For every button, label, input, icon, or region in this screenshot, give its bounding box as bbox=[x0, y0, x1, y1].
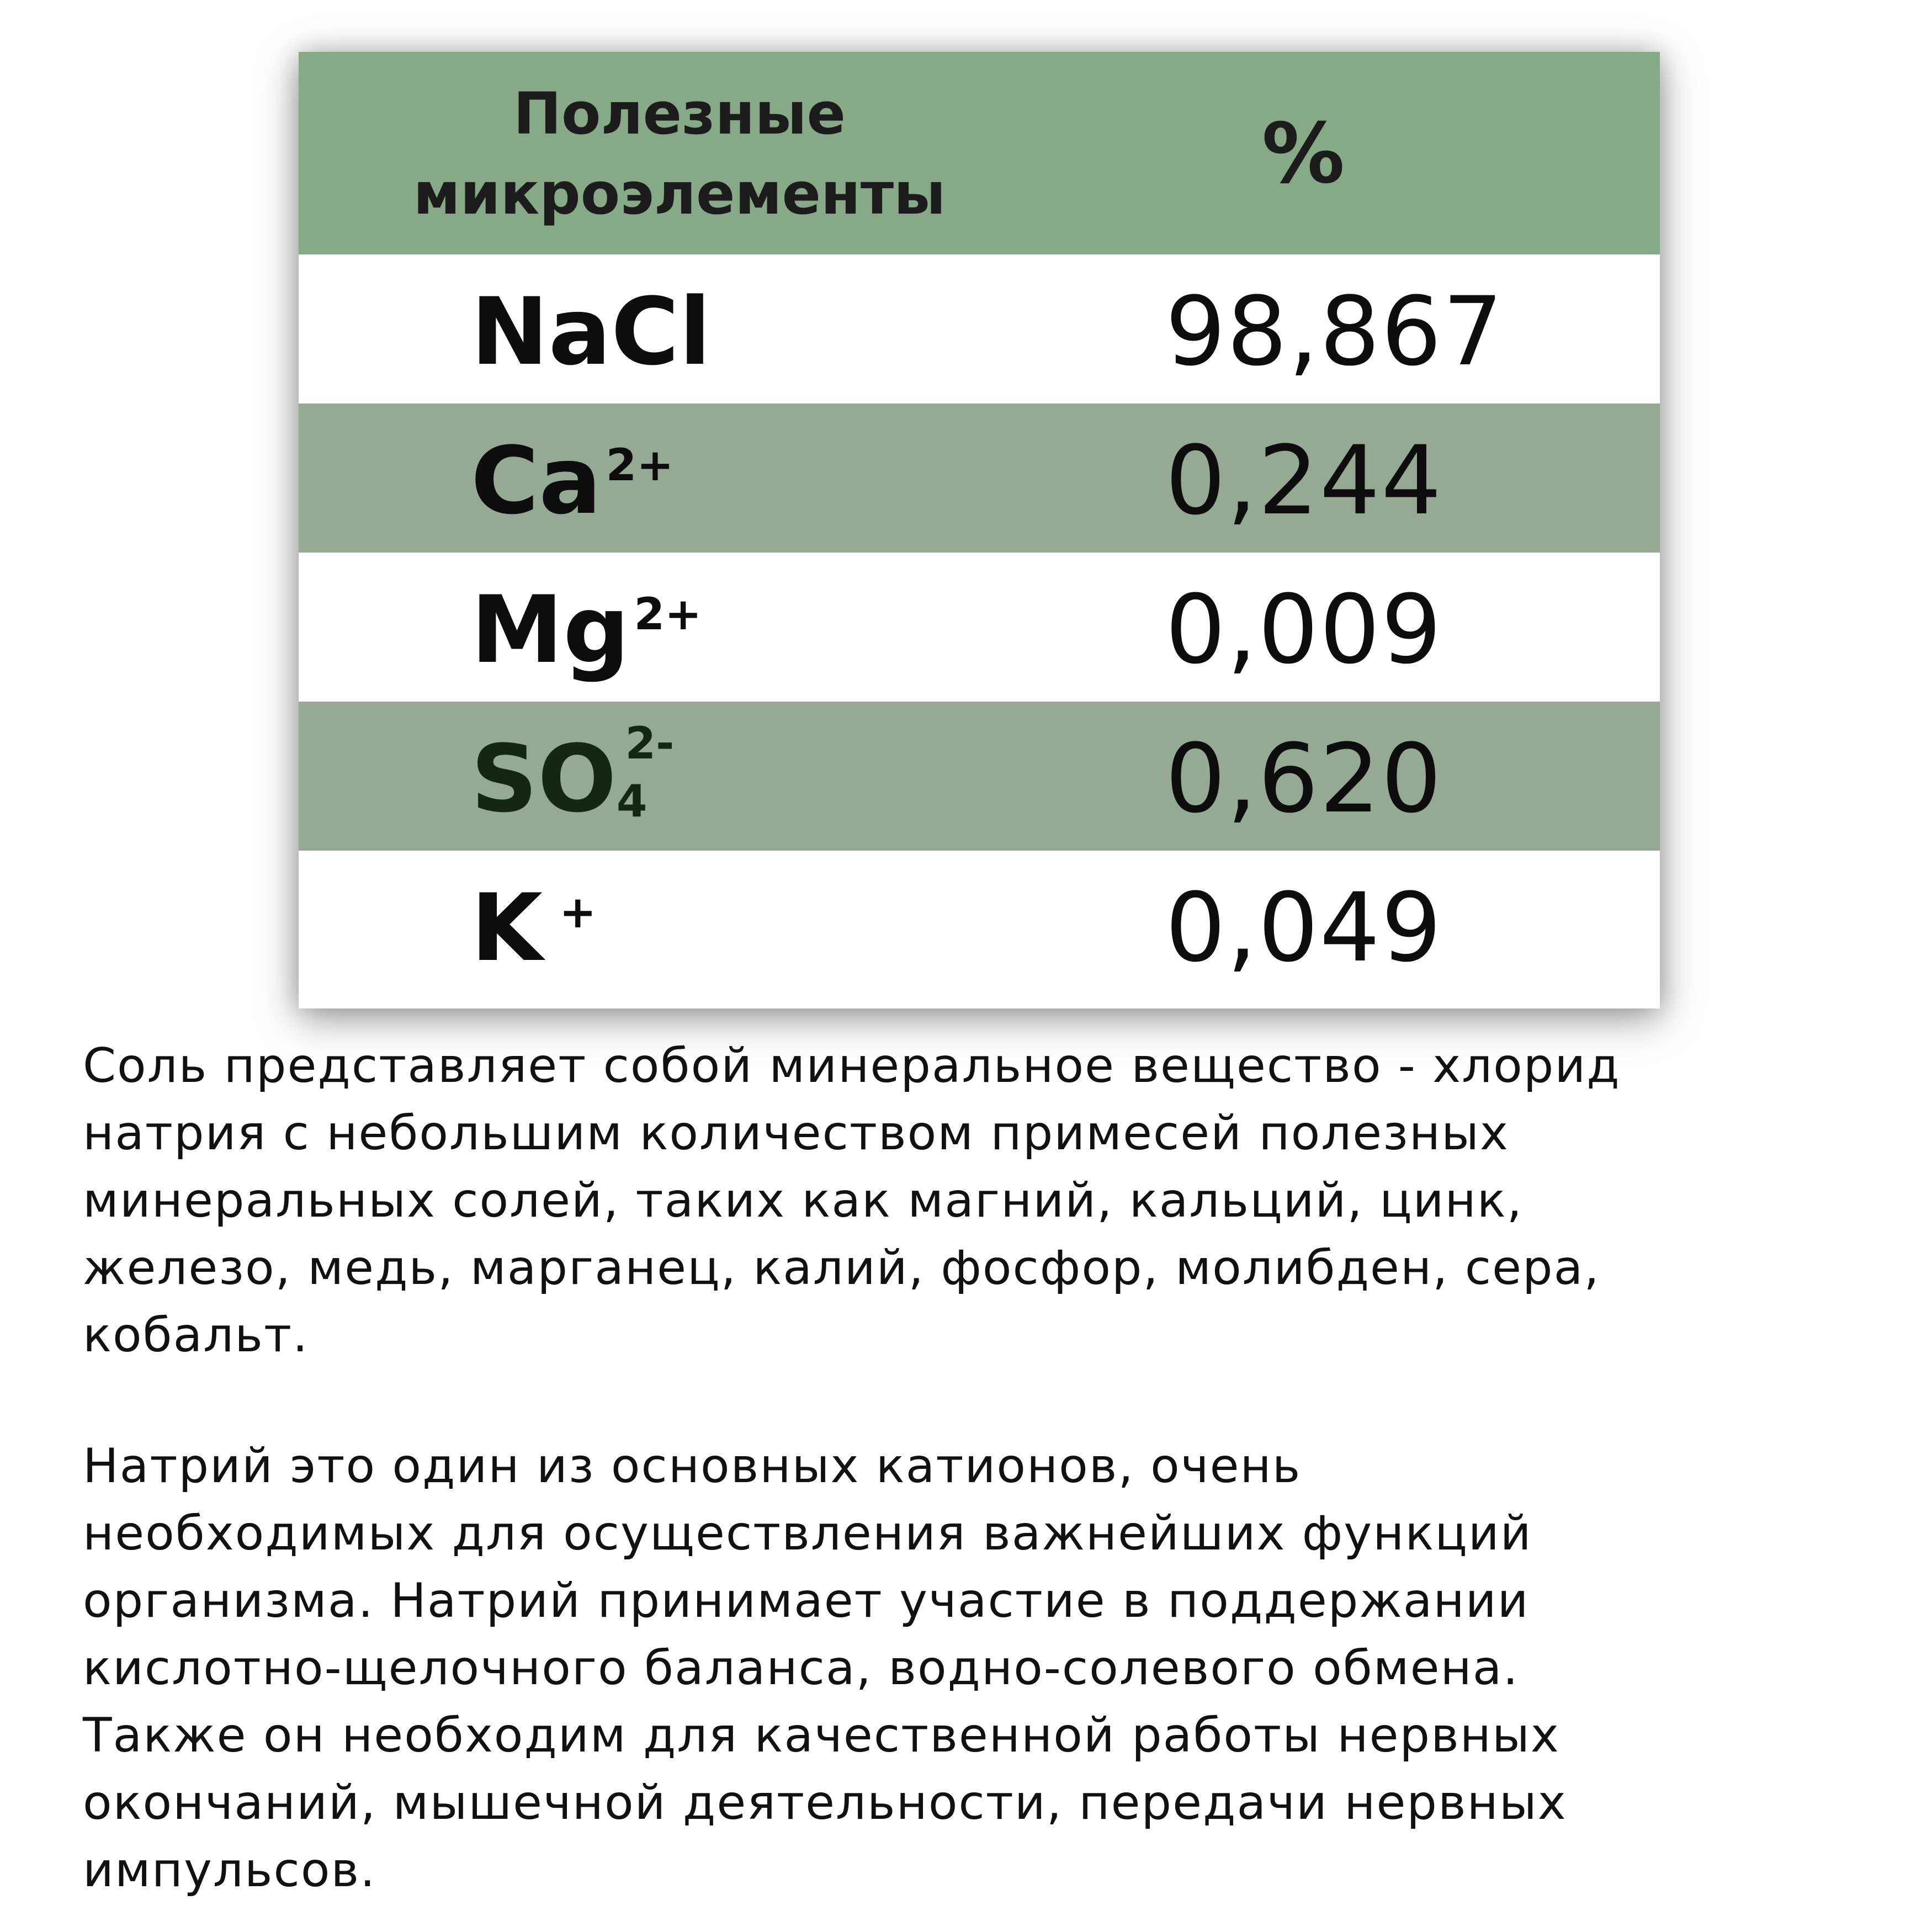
element-symbol bbox=[471, 279, 711, 384]
symbol-so: SO bbox=[471, 725, 617, 833]
percent-value: 0,009 bbox=[1165, 574, 1443, 685]
element-symbol bbox=[471, 577, 702, 682]
element-symbol bbox=[471, 718, 675, 848]
charge-superscript: 2+ bbox=[606, 439, 674, 491]
microelements-table bbox=[299, 52, 1660, 1009]
symbol-nacl: NaCl bbox=[471, 278, 711, 386]
table-row bbox=[299, 404, 1660, 553]
table-row bbox=[299, 851, 1660, 1009]
percent-value: 98,867 bbox=[1165, 276, 1504, 387]
table-row bbox=[299, 553, 1660, 702]
symbol-mg: Mg bbox=[471, 576, 630, 684]
symbol-ca: Ca bbox=[471, 427, 602, 535]
symbol-k: K bbox=[471, 874, 543, 982]
header-percent: % bbox=[1261, 106, 1345, 202]
table-row bbox=[299, 254, 1660, 404]
subscript-index: 4 bbox=[616, 776, 647, 827]
element-symbol bbox=[471, 428, 673, 533]
table-header-row bbox=[299, 52, 1660, 254]
percent-value: 0,049 bbox=[1165, 872, 1443, 983]
table-row bbox=[299, 702, 1660, 851]
charge-superscript: 2+ bbox=[634, 588, 702, 640]
charge-superscript: + bbox=[559, 887, 597, 938]
percent-value: 0,620 bbox=[1165, 723, 1443, 834]
charge-superscript: 2- bbox=[625, 718, 675, 769]
description-paragraph-sodium: Натрий это один из основных катионов, очень необходимых для осуществления важнейших функций организма. Натрий принимает участие в поддержании кислотно-щелочного баланса, водно-солевого обмена. Также он необходим для качественной работы нервных окончаний, мышечной деятельности, передачи нервных импульсов. bbox=[83, 1439, 1567, 1898]
percent-value: 0,244 bbox=[1165, 425, 1443, 536]
element-symbol bbox=[471, 875, 596, 980]
header-microelements: Полезные микроэлементы bbox=[413, 80, 946, 227]
description-paragraph-salt: Соль представляет собой минеральное вещество - хлорид натрия с небольшим количеством примесей полезных минеральных солей, таких как магний, кальций, цинк, железо, медь, марганец, калий, фосфор, молибден, сера, кобальт. bbox=[83, 1038, 1621, 1363]
